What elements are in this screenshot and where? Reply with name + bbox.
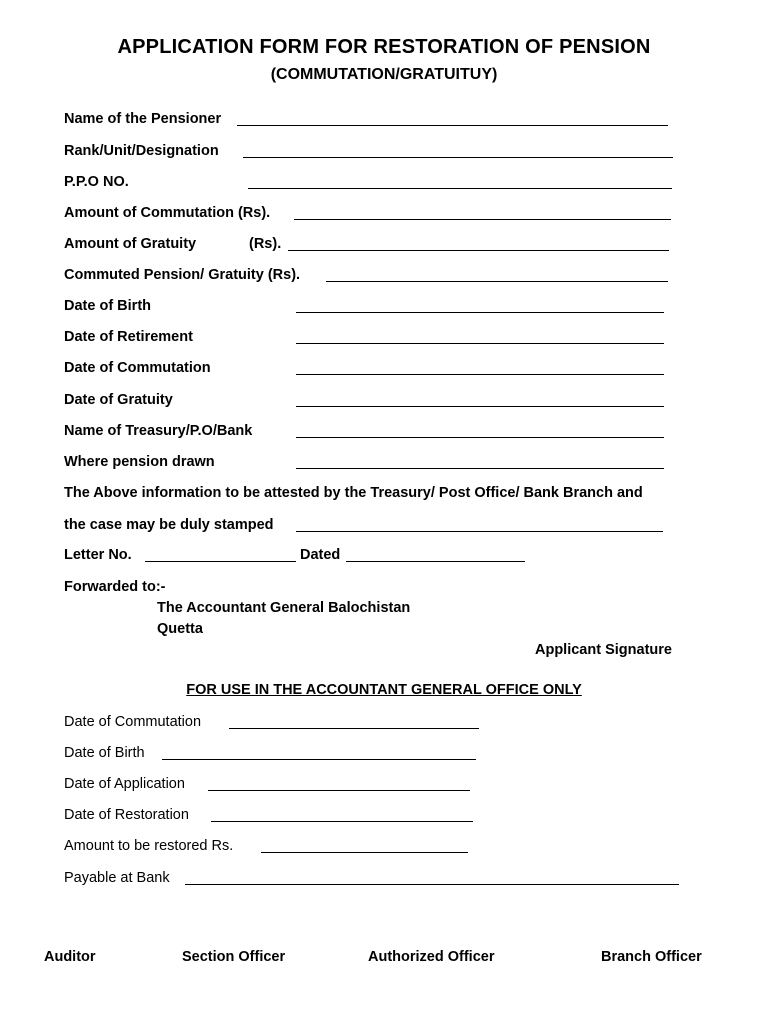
stamp-field[interactable] [296, 531, 663, 532]
office-amount-label: Amount to be restored Rs. [64, 838, 234, 854]
office-dob-label: Date of Birth [64, 745, 145, 761]
commutation-amount-field[interactable] [294, 219, 671, 220]
letter-no-label: Letter No. [64, 547, 132, 563]
commutation-amount-label: Amount of Commutation (Rs). [64, 205, 271, 221]
dob-field[interactable] [296, 312, 664, 313]
dob-label: Date of Birth [64, 298, 151, 314]
pension-drawn-field[interactable] [296, 468, 664, 469]
office-bank-field[interactable] [185, 884, 679, 885]
section-officer-signature-label: Section Officer [182, 949, 286, 965]
treasury-label: Name of Treasury/P.O/Bank [64, 423, 253, 439]
commuted-pension-label: Commuted Pension/ Gratuity (Rs). [64, 267, 301, 283]
gratuity-date-field[interactable] [296, 406, 664, 407]
gratuity-date-label: Date of Gratuity [64, 392, 173, 408]
form-subtitle: (COMMUTATION/GRATUITUY) [270, 66, 498, 83]
recipient-name: The Accountant General Balochistan [157, 600, 411, 616]
retirement-field[interactable] [296, 343, 664, 344]
rank-label: Rank/Unit/Designation [64, 143, 219, 159]
office-restoration-field[interactable] [211, 821, 473, 822]
office-restoration-label: Date of Restoration [64, 807, 189, 823]
dated-label: Dated [300, 547, 341, 563]
retirement-label: Date of Retirement [64, 329, 193, 345]
recipient-city: Quetta [157, 621, 203, 637]
office-application-field[interactable] [208, 790, 470, 791]
attestation-note: The Above information to be attested by the Treasury/ Post Office/ Bank Branch and [64, 485, 643, 501]
rank-field[interactable] [243, 157, 673, 158]
treasury-field[interactable] [296, 437, 664, 438]
auditor-signature-label: Auditor [44, 949, 96, 965]
applicant-signature-label: Applicant Signature [535, 642, 672, 658]
gratuity-amount-label: Amount of Gratuity [64, 236, 197, 252]
office-dob-field[interactable] [162, 759, 476, 760]
pensioner-name-field[interactable] [237, 125, 668, 126]
office-commutation-label: Date of Commutation [64, 714, 202, 730]
office-amount-field[interactable] [261, 852, 468, 853]
pension-drawn-label: Where pension drawn [64, 454, 215, 470]
authorized-officer-signature-label: Authorized Officer [368, 949, 495, 965]
stamp-label: the case may be duly stamped [64, 517, 274, 533]
commutation-date-field[interactable] [296, 374, 664, 375]
ppo-field[interactable] [248, 188, 672, 189]
office-use-heading: FOR USE IN THE ACCOUNTANT GENERAL OFFICE ONLY [186, 682, 582, 698]
office-bank-label: Payable at Bank [64, 870, 170, 886]
gratuity-amount-field[interactable] [288, 250, 669, 251]
gratuity-rs-label: (Rs). [249, 236, 282, 252]
commutation-date-label: Date of Commutation [64, 360, 211, 376]
form-title: APPLICATION FORM FOR RESTORATION OF PENSION [117, 36, 651, 58]
commuted-pension-field[interactable] [326, 281, 668, 282]
office-application-label: Date of Application [64, 776, 185, 792]
forwarded-to-label: Forwarded to:- [64, 579, 166, 595]
pensioner-name-label: Name of the Pensioner [64, 111, 222, 127]
office-commutation-field[interactable] [229, 728, 479, 729]
ppo-label: P.P.O NO. [64, 174, 129, 190]
letter-no-field[interactable] [145, 561, 296, 562]
branch-officer-signature-label: Branch Officer [601, 949, 702, 965]
dated-field[interactable] [346, 561, 525, 562]
